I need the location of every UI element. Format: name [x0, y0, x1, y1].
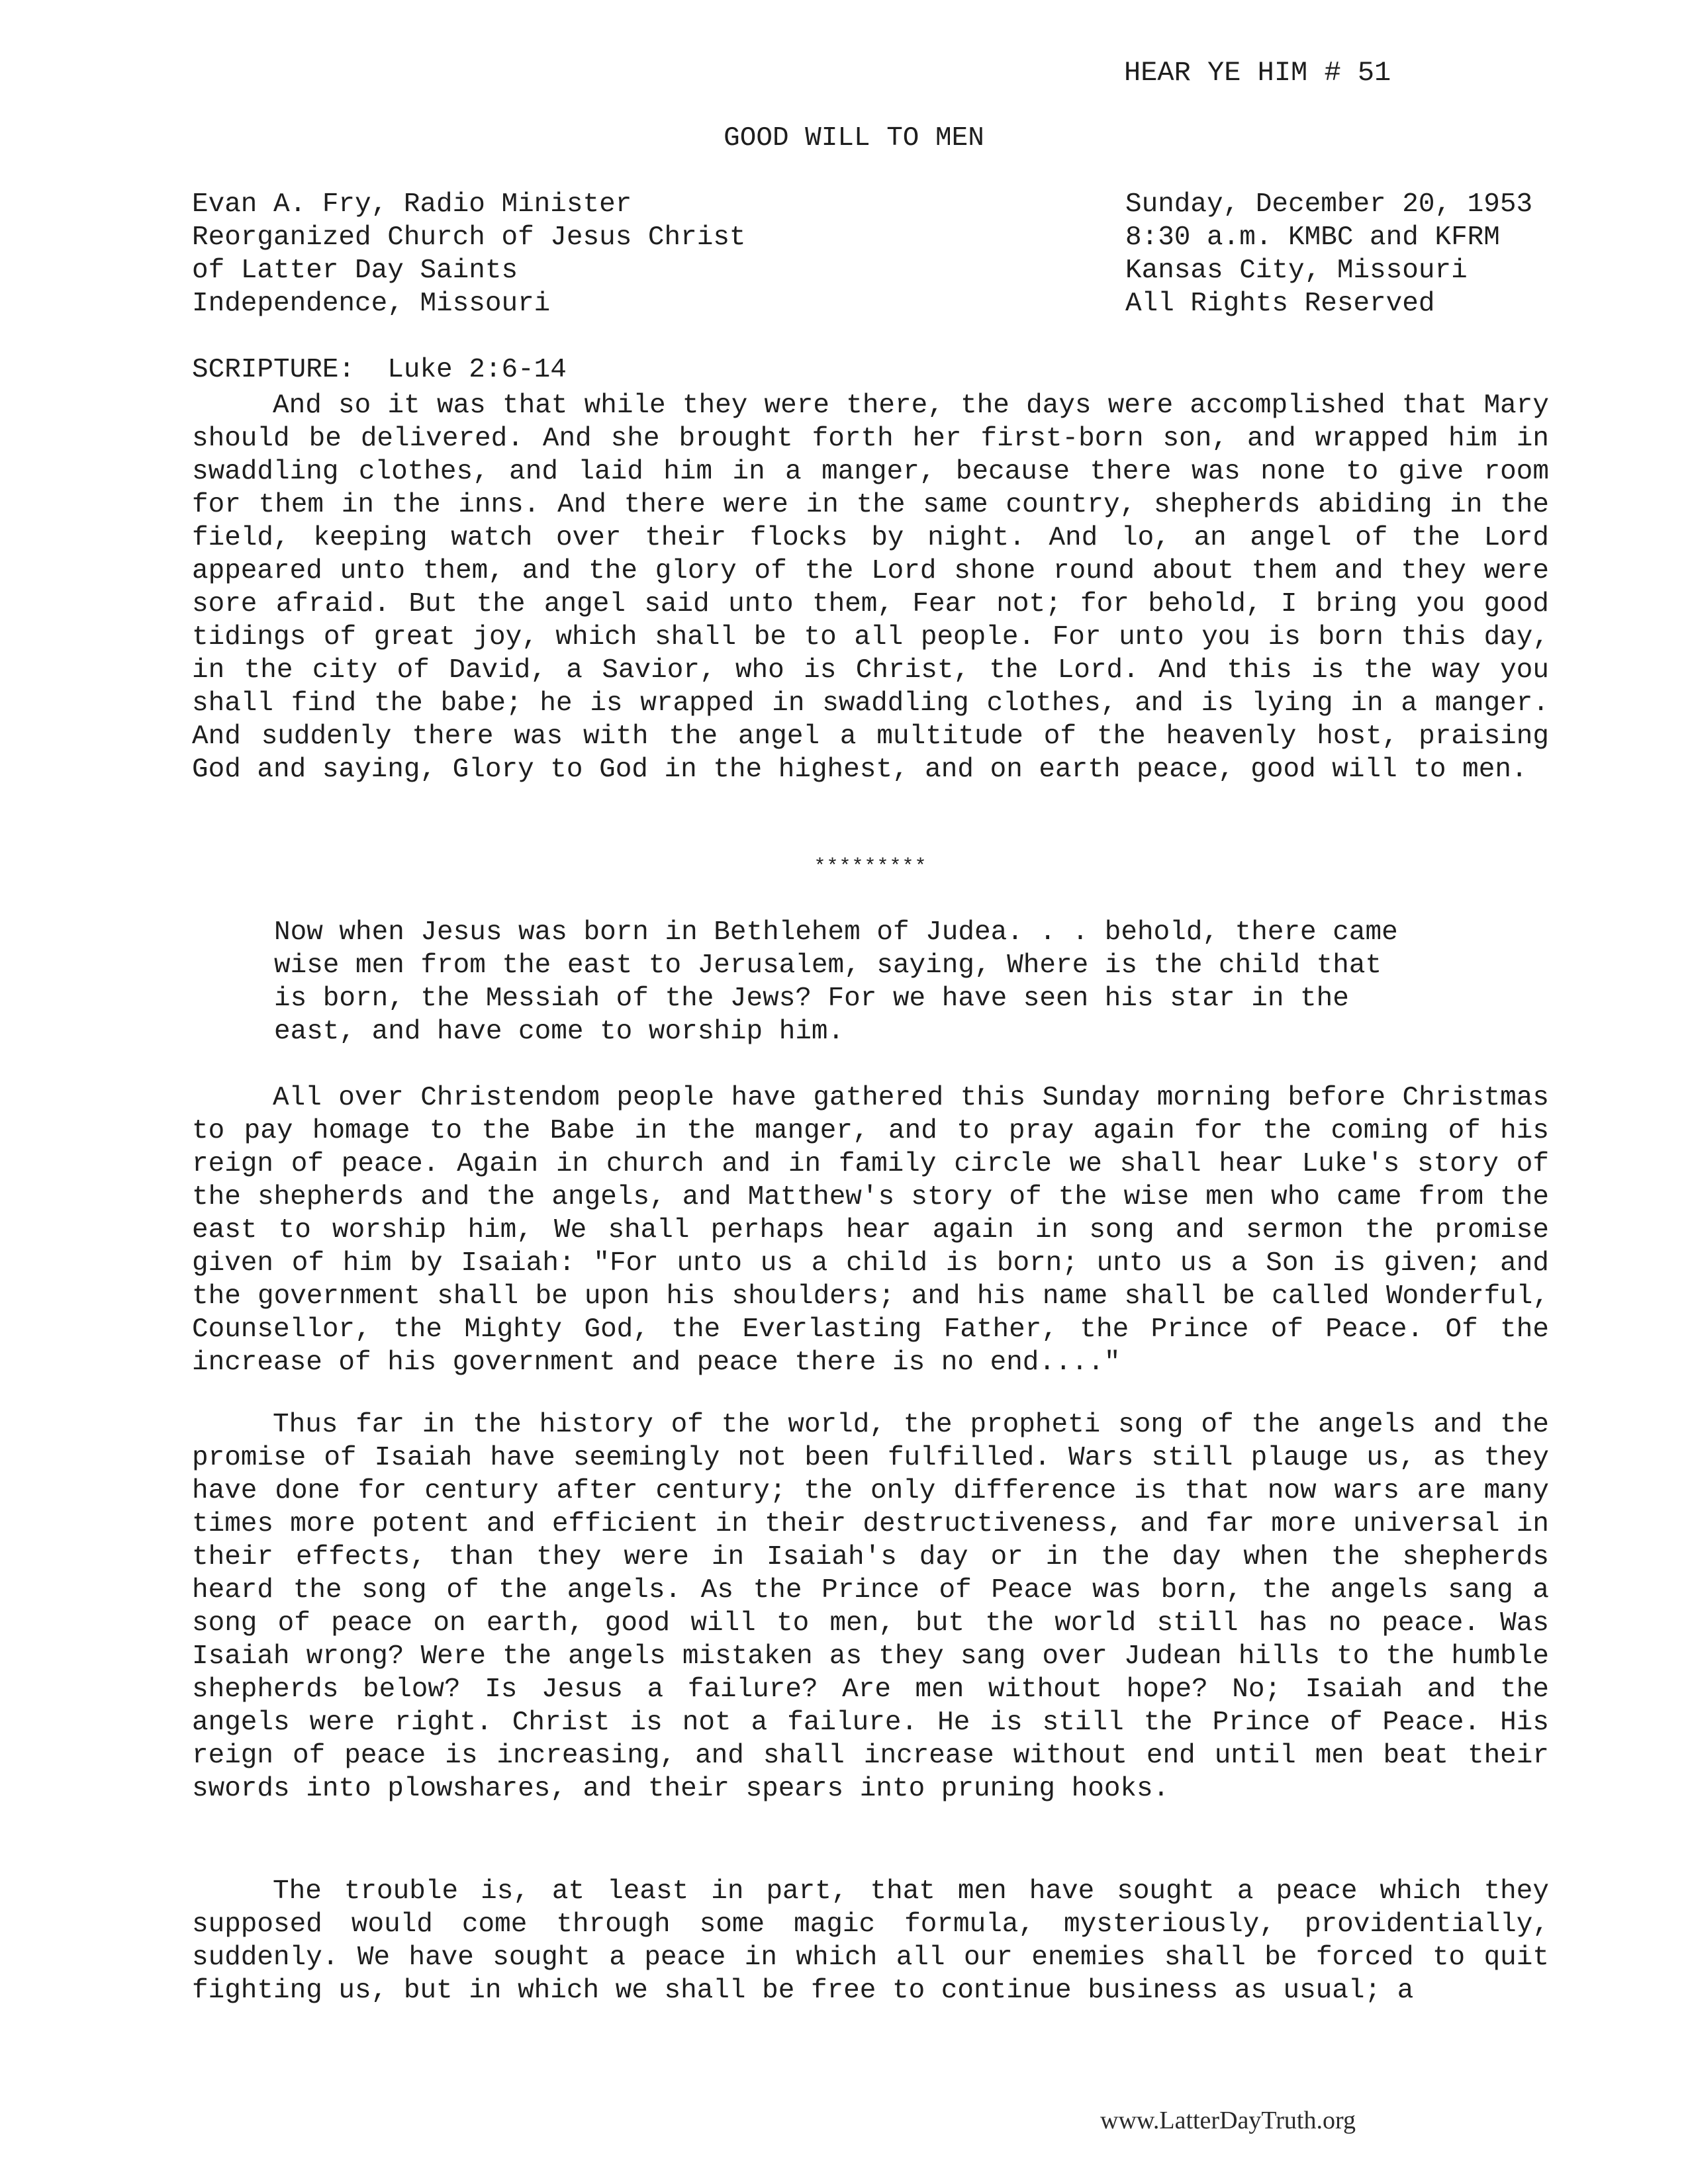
- broadcast-date: Sunday, December 20, 1953: [1125, 189, 1533, 220]
- scripture-heading: SCRIPTURE: Luke 2:6-14: [192, 355, 567, 385]
- body-paragraph: Thus far in the history of the world, the propheti song of the angels and the promise of Isaiah have seemingly not been fulfilled. Wars still plauge us, as they have done for century after century; the only difference is that now wars are many times more potent and efficient in their destructiveness, and far more universal in their effects, than they were in Isaiah's day or in the day when the shepherds heard the song of the angels. As the Prince of Peace was born, the angels sang a song of peace on earth, good will to men, but the world still has no peace. Was Isaiah wrong? Were the angels mistaken as they sang over Judean hills to the humble shepherds below? Is Jesus a failure? Are men without hope? No; Isaiah and the angels were right. Christ is not a failure. He is still the Prince of Peace. His reign of peace is increasing, and shall increase without end until men beat their swords into plowshares, and their spears into pruning hooks.: [192, 1410, 1549, 1804]
- body-paragraph: All over Christendom people have gathered this Sunday morning before Christmas to pay homage to the Babe in the manger, and to pray again for the coming of his reign of peace. Again in church and in family circle we shall hear Luke's story of the shepherds and the angels, and Matthew's story of the wise men who came from the east to worship him, We shall perhaps hear again in song and sermon the promise given of him by Isaiah: "For unto us a child is born; unto us a Son is given; and the government shall be upon his shoulders; and his name shall be called Wonderful, Counsellor, the Mighty God, the Everlasting Father, the Prince of Peace. Of the increase of his government and peace there is no end....": [192, 1083, 1549, 1378]
- church-name: Reorganized Church of Jesus Christ: [192, 222, 746, 253]
- body-paragraph: The trouble is, at least in part, that men have sought a peace which they supposed would come through some magic formula, mysteriously, providentially, suddenly. We have sought a peace in which all our enemies shall be forced to quit fighting us, but in which we shall be free to continue business as usual; a: [192, 1876, 1549, 2006]
- rights-notice: All Rights Reserved: [1125, 289, 1435, 319]
- church-name-cont: of Latter Day Saints: [192, 255, 518, 286]
- series-label: HEAR YE HIM # 51: [1124, 57, 1391, 89]
- section-separator: *********: [814, 856, 927, 878]
- broadcast-info-block: [1125, 188, 1532, 320]
- broadcast-time-stations: 8:30 a.m. KMBC and KFRM: [1125, 222, 1500, 253]
- author-location: Independence, Missouri: [192, 289, 551, 319]
- author-info-block: [192, 188, 746, 320]
- broadcast-location: Kansas City, Missouri: [1125, 255, 1468, 286]
- sermon-title: GOOD WILL TO MEN: [724, 123, 984, 154]
- scripture-text: And so it was that while they were there, the days were accomplished that Mary should be delivered. And she brought forth her first-born son, and wrapped him in swaddling clothes, and laid him in a manger, because there was none to give room for them in the inns. And there were in the same country, shepherds abiding in the field, keeping watch over their flocks by night. And lo, an angel of the Lord appeared unto them, and the glory of the Lord shone round about them and they were sore afraid. But the angel said unto them, Fear not; for behold, I bring you good tidings of great joy, which shall be to all people. For unto you is born this day, in the city of David, a Savior, who is Christ, the Lord. And this is the way you shall find the babe; he is wrapped in swaddling clothes, and is lying in a manger. And suddenly there was with the angel a multitude of the heavenly host, praising God and saying, Glory to God in the highest, and on earth peace, good will to men.: [192, 390, 1549, 785]
- footer-url: www.LatterDayTruth.org: [1100, 2107, 1356, 2134]
- block-quote: Now when Jesus was born in Bethlehem of Judea. . . behold, there came wise men from the east to Jerusalem, saying, Where is the child that is born, the Messiah of the Jews? For we have seen his star in the east, and have come to worship him.: [274, 917, 1398, 1047]
- author-name: Evan A. Fry, Radio Minister: [192, 189, 632, 220]
